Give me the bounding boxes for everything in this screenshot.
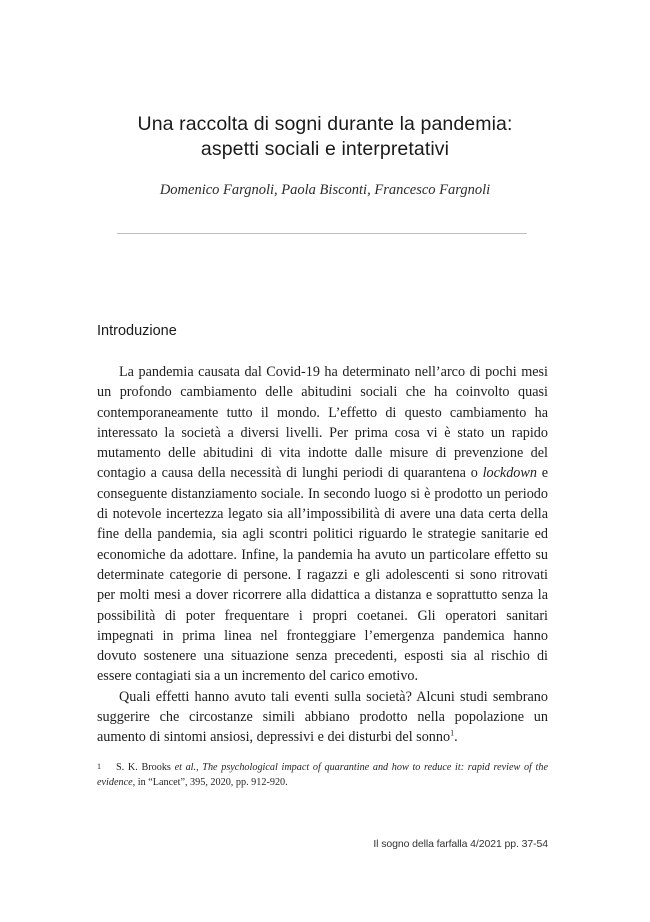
- article-title-line-2: aspetti sociali e interpretativi: [200, 138, 450, 160]
- title-divider: [117, 233, 527, 234]
- footnote-separator: ,: [196, 762, 203, 773]
- paragraph-1-emphasis: lockdown: [482, 465, 537, 482]
- running-footer: Il sogno della farfalla 4/2021 pp. 37-54: [373, 838, 548, 850]
- footnote-work-title: The psychological impact of quarantine and how to reduce it: rapid review of the evidence: [97, 762, 548, 788]
- paragraph-1-part-1: La pandemia causata dal Covid-19 ha determinato nell’arco di pochi mesi un profondo cambiamento delle abitudini sociali che ha coinvolto quasi contemporaneamente tutto il mondo. L’effetto di questo cambiamento ha interessato la società a diversi livelli. Per prima cosa vi è stato un rapido mutamento delle abitudini di vita indotte dalle misure di prevenzione del contagio a causa della necessità di lunghi periodi di quarantena o: [97, 364, 548, 482]
- footnote-rest: , in “Lancet”, 395, 2020, pp. 912-920.: [132, 776, 288, 788]
- paragraph-2: Quali effetti hanno avuto tali eventi sulla società? Alcuni studi sembrano suggerire che circostanze simili abbiano prodotto nella popolazione un aumento di sintomi ansiosi, depressivi e dei disturbi del sonno$^1$.: [97, 688, 548, 746]
- article-title-line-1: Una raccolta di sogni durante la pandemia:: [137, 113, 513, 135]
- paragraph-1-part-2: e conseguente distanziamento sociale. In secondo luogo si è prodotto un periodo di notevole incertezza legato sia all’impossibilità di avere una data certa della fine della pandemia, sia agli scontri politici riguardo le strategie sanitarie ed economiche da adottare. Infine, la pandemia ha avuto un particolare effetto su determinate categorie di persone. I ragazzi e gli adolescenti si sono ritrovati per molti mesi a dover ricorrere alla didattica a distanza e soprattutto senza la possibilità di poter frequentare i propri coetanei. Gli operatori sanitari impegnati in prima linea nel fronteggiare l’emergenza pandemica hanno dovuto sostenere una situazione senza precedenti, esposti sia al rischio di essere contagiati sia a un incremento del carico emotivo.: [97, 465, 548, 685]
- footnote-number: 1: [97, 762, 101, 771]
- footnote: [97, 761, 548, 790]
- section-heading: Introduzione: [97, 323, 177, 339]
- article-authors: Domenico Fargnoli, Paola Bisconti, Francesco Fargnoli: [159, 182, 491, 198]
- article-title: [60, 112, 590, 162]
- footnote-reference: 1: [450, 728, 455, 738]
- body-text: [97, 362, 548, 748]
- footnote-author: S. K. Brooks: [116, 762, 175, 773]
- paragraph-1: [97, 362, 548, 687]
- paragraph-2-text: Quali effetti hanno avuto tali eventi sulla società? Alcuni studi sembrano suggerire che circostanze simili abbiano prodotto nella popolazione un aumento di sintomi ansiosi, depressivi e dei disturbi del sonno: [97, 688, 548, 746]
- footnote-etal: et al.: [174, 762, 197, 773]
